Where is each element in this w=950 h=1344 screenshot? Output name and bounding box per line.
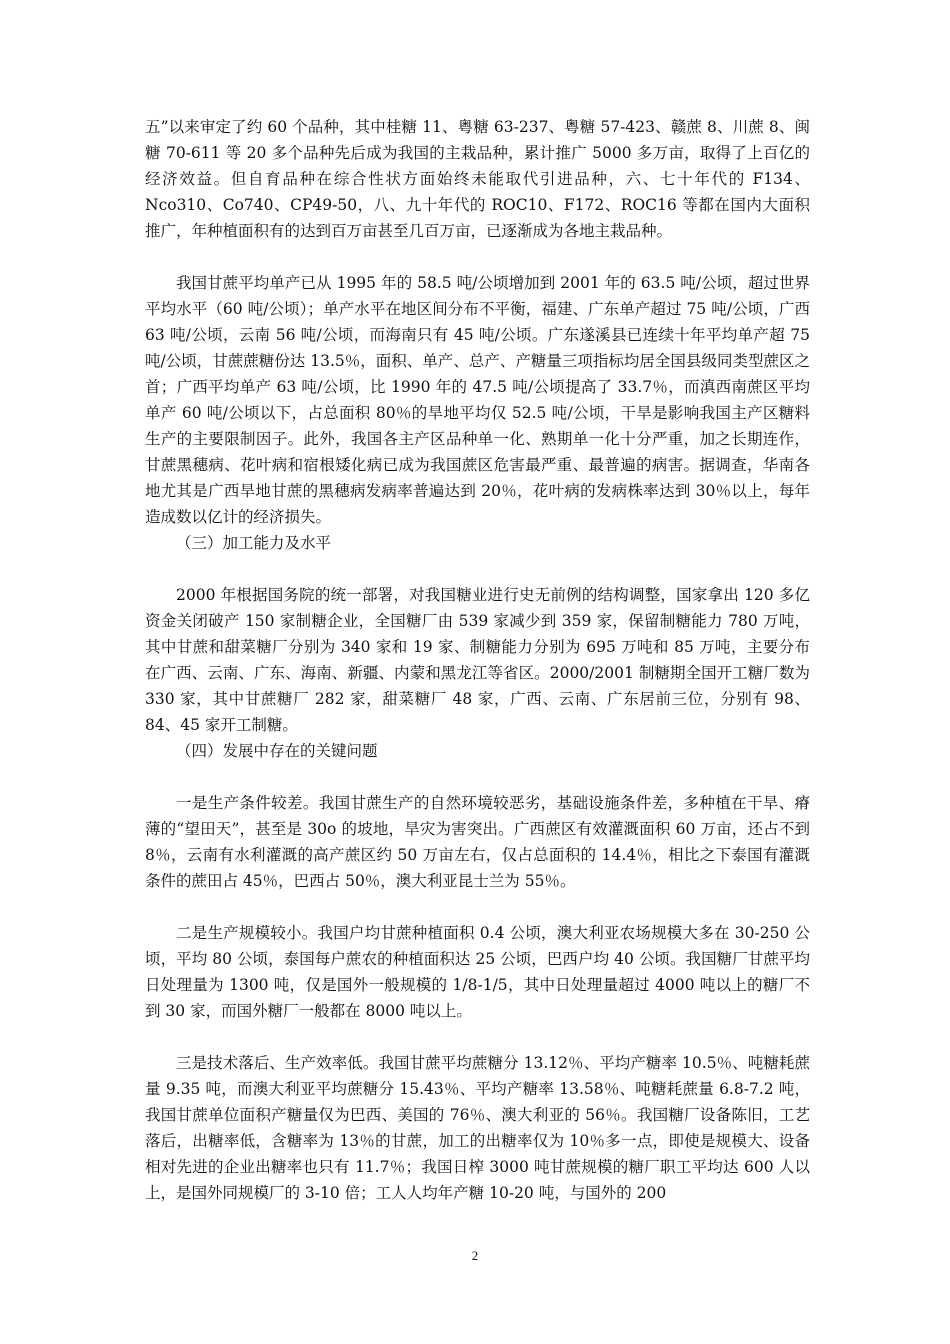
page-number: 2 (471, 1248, 479, 1263)
paragraph-issue-scale: 二是生产规模较小。我国户均甘蔗种植面积 0.4 公顷，澳大利亚农场规模大多在 30-250 公顷，平均 80 公顷，泰国每户蔗农的种植面积达 25 公顷，巴西户均 40 公顷。我国糖厂甘蔗平均日处理量为 1300 吨，仅是国外一般规模的 1/8-1/5，其中日处理量超过 4000 吨以上的糖厂不到 30 家，而国外糖厂一般都在 8000 吨以上。 (145, 924, 810, 1020)
section-heading-processing: （三）加工能力及水平 (176, 534, 332, 552)
paragraph-issue-conditions: 一是生产条件较差。我国甘蔗生产的自然环境较恶劣，基础设施条件差，多种植在干旱、瘠薄的“望田天”，甚至是 30o 的坡地，旱灾为害突出。广西蔗区有效灌溉面积 60 万亩，还占不到 8％，云南有水利灌溉的高产蔗区约 50 万亩左右，仅占总面积的 14.4％，相比之下泰国有灌溉条件的蔗田占 45％，巴西占 50％，澳大利亚昆士兰为 55％。 (145, 794, 810, 890)
paragraph-issue-technology: 三是技术落后、生产效率低。我国甘蔗平均蔗糖分 13.12％、平均产糖率 10.5％、吨糖耗蔗量 9.35 吨，而澳大利亚平均蔗糖分 15.43％、平均产糖率 13.58％、吨糖耗蔗量 6.8-7.2 吨，我国甘蔗单位面积产糖量仅为巴西、美国的 76％、澳大利亚的 56％。我国糖厂设备陈旧，工艺落后，出糖率低，含糖率为 13％的甘蔗，加工的出糖率仅为 10％多一点，即使是规模大、设备相对先进的企业出糖率也只有 11.7％；我国日榨 3000 吨甘蔗规模的糖厂职工平均达 600 人以上，是国外同规模厂的 3-10 倍；工人人均年产糖 10-20 吨，与国外的 200 (145, 1054, 810, 1202)
section-heading-key-issues: （四）发展中存在的关键问题 (176, 742, 378, 760)
paragraph-varieties: 五”以来审定了约 60 个品种，其中桂糖 11、粤糖 63-237、粤糖 57-423、赣蔗 8、川蔗 8、闽糖 70-611 等 20 多个品种先后成为我国的主栽品种，累计推广 5000 多万亩，取得了上百亿的经济效益。但自育品种在综合性状方面始终未能取代引进品种，六、七十年代的 F134、Nco310、Co740、CP49-50，八、九十年代的 ROC10、F172、ROC16 等都在国内大面积推广，年种植面积有的达到百万亩甚至几百万亩，已逐渐成为各地主栽品种。 (145, 118, 810, 240)
document-body (145, 114, 810, 1206)
paragraph-processing: 2000 年根据国务院的统一部署，对我国糖业进行史无前例的结构调整，国家拿出 120 多亿资金关闭破产 150 家制糖企业，全国糖厂由 539 家减少到 359 家，保留制糖能力 780 万吨，其中甘蔗和甜菜糖厂分别为 340 家和 19 家、制糖能力分别为 695 万吨和 85 万吨，主要分布在广西、云南、广东、海南、新疆、内蒙和黑龙江等省区。2000/2001 制糖期全国开工糖厂数为 330 家，其中甘蔗糖厂 282 家，甜菜糖厂 48 家，广西、云南、广东居前三位，分别有 98、84、45 家开工制糖。 (145, 586, 810, 734)
paragraph-yield: 我国甘蔗平均单产已从 1995 年的 58.5 吨/公顷增加到 2001 年的 63.5 吨/公顷，超过世界平均水平（60 吨/公顷）；单产水平在地区间分布不平衡，福建、广东单产超过 75 吨/公顷，广西 63 吨/公顷，云南 56 吨/公顷，而海南只有 45 吨/公顷。广东遂溪县已连续十年平均单产超 75 吨/公顷，甘蔗蔗糖份达 13.5％，面积、单产、总产、产糖量三项指标均居全国县级同类型蔗区之首；广西平均单产 63 吨/公顷，比 1990 年的 47.5 吨/公顷提高了 33.7％，而滇西南蔗区平均单产 60 吨/公顷以下，占总面积 80％的旱地平均仅 52.5 吨/公顷，干旱是影响我国主产区糖料生产的主要限制因子。此外，我国各主产区品种单一化、熟期单一化十分严重，加之长期连作，甘蔗黑穗病、花叶病和宿根矮化病已成为我国蔗区危害最严重、最普遍的病害。据调查，华南各地尤其是广西旱地甘蔗的黑穗病发病率普遍达到 20％，花叶病的发病株率达到 30％以上，每年造成数以亿计的经济损失。 (145, 274, 810, 526)
